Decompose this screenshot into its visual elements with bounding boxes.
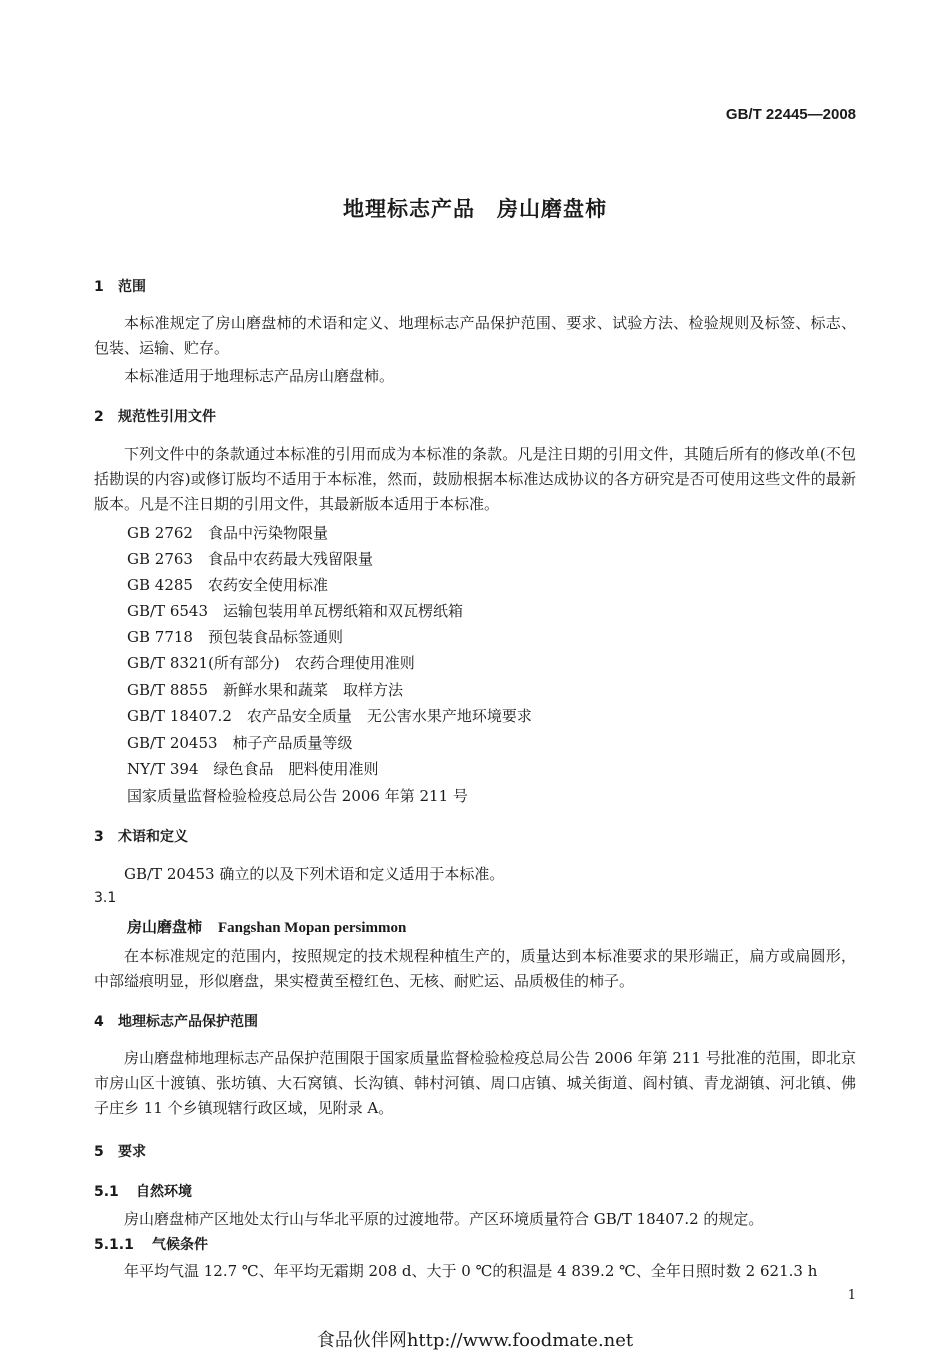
reference-item: 国家质量监督检验检疫总局公告 2006 年第 211 号 (127, 787, 468, 805)
subsection-5-1-paragraph: 房山磨盘柿产区地处太行山与华北平原的过渡地带。产区环境质量符合 GB/T 18407.2 的规定。 (124, 1210, 764, 1228)
reference-item: GB/T 20453 柿子产品质量等级 (127, 734, 353, 752)
document-title: 地理标志产品 房山磨盘柿 (343, 197, 607, 221)
reference-item: GB/T 6543 运输包装用单瓦楞纸箱和双瓦楞纸箱 (127, 602, 464, 620)
section-5-heading (94, 1141, 146, 1161)
standard-code: GB/T 22445—2008 (725, 106, 856, 123)
term-english: Fangshan Mopan persimmon (218, 920, 407, 936)
section-1-heading (94, 276, 146, 296)
section-4-paragraph: 房山磨盘柿地理标志产品保护范围限于国家质量监督检验检疫总局公告 2006 年第 211 号批准的范围，即北京市房山区十渡镇、张坊镇、大石窝镇、长沟镇、韩村河镇、周口店镇、城关街道、阎村镇、青龙湖镇、河北镇、佛子庄乡 11 个乡镇现辖行政区域，见附录 A。 (94, 1049, 856, 1117)
subsection-5-1-1-paragraph: 年平均气温 12.7 ℃、年平均无霜期 208 d、大于 0 ℃的积温是 4 839.2 ℃、全年日照时数 2 621.3 h (124, 1262, 818, 1280)
term-entry (127, 916, 406, 937)
section-number: 1 (94, 279, 104, 295)
reference-item: NY/T 394 绿色食品 肥料使用准则 (127, 760, 379, 778)
reference-item: GB 2763 食品中农药最大残留限量 (127, 550, 373, 568)
section-number: 5 (94, 1144, 104, 1160)
term-definition: 在本标准规定的范围内，按照规定的技术规程种植生产的，质量达到本标准要求的果形端正，扁方或扁圆形，中部缢痕明显，形似磨盘，果实橙黄至橙红色、无核、耐贮运、品质极佳的柿子。 (94, 947, 856, 990)
section-title: 地理标志产品保护范围 (118, 1014, 258, 1030)
section-4-heading (94, 1011, 258, 1031)
section-number: 4 (94, 1014, 104, 1030)
section-title: 气候条件 (152, 1237, 208, 1253)
subsection-3-1-number: 3.1 (94, 890, 117, 906)
term-chinese: 房山磨盘柿 (127, 918, 203, 936)
subsection-5-1-heading (94, 1181, 192, 1201)
reference-item: GB 2762 食品中污染物限量 (127, 524, 328, 542)
section-title: 规范性引用文件 (118, 409, 216, 425)
reference-item: GB/T 8321(所有部分) 农药合理使用准则 (127, 654, 415, 672)
section-3-heading (94, 826, 188, 846)
footer-watermark: 食品伙伴网http://www.foodmate.net (316, 1330, 634, 1351)
section-number: 5.1 (94, 1184, 119, 1200)
subsection-5-1-1-heading (94, 1234, 208, 1254)
section-2-paragraph: 下列文件中的条款通过本标准的引用而成为本标准的条款。凡是注日期的引用文件，其随后所有的修改单(不包括勘误的内容)或修订版均不适用于本标准，然而，鼓励根据本标准达成协议的各方研究是否可使用这些文件的最新版本。凡是不注日期的引用文件，其最新版本适用于本标准。 (94, 445, 856, 513)
section-title: 要求 (118, 1144, 146, 1160)
section-1-paragraph-2: 本标准适用于地理标志产品房山磨盘柿。 (124, 367, 395, 385)
section-number: 2 (94, 409, 104, 425)
section-number: 3 (94, 829, 104, 845)
section-title: 范围 (118, 279, 146, 295)
section-title: 术语和定义 (118, 829, 188, 845)
reference-item: GB/T 18407.2 农产品安全质量 无公害水果产地环境要求 (127, 707, 532, 725)
section-2-heading (94, 406, 216, 426)
section-number: 5.1.1 (94, 1237, 134, 1253)
page-number: 1 (847, 1288, 856, 1303)
reference-item: GB 4285 农药安全使用标准 (127, 576, 328, 594)
section-1-paragraph-1: 本标准规定了房山磨盘柿的术语和定义、地理标志产品保护范围、要求、试验方法、检验规则及标签、标志、包装、运输、贮存。 (94, 314, 856, 357)
section-3-paragraph: GB/T 20453 确立的以及下列术语和定义适用于本标准。 (124, 865, 505, 883)
section-title: 自然环境 (136, 1184, 192, 1200)
reference-item: GB/T 8855 新鲜水果和蔬菜 取样方法 (127, 681, 404, 699)
reference-item: GB 7718 预包装食品标签通则 (127, 628, 343, 646)
